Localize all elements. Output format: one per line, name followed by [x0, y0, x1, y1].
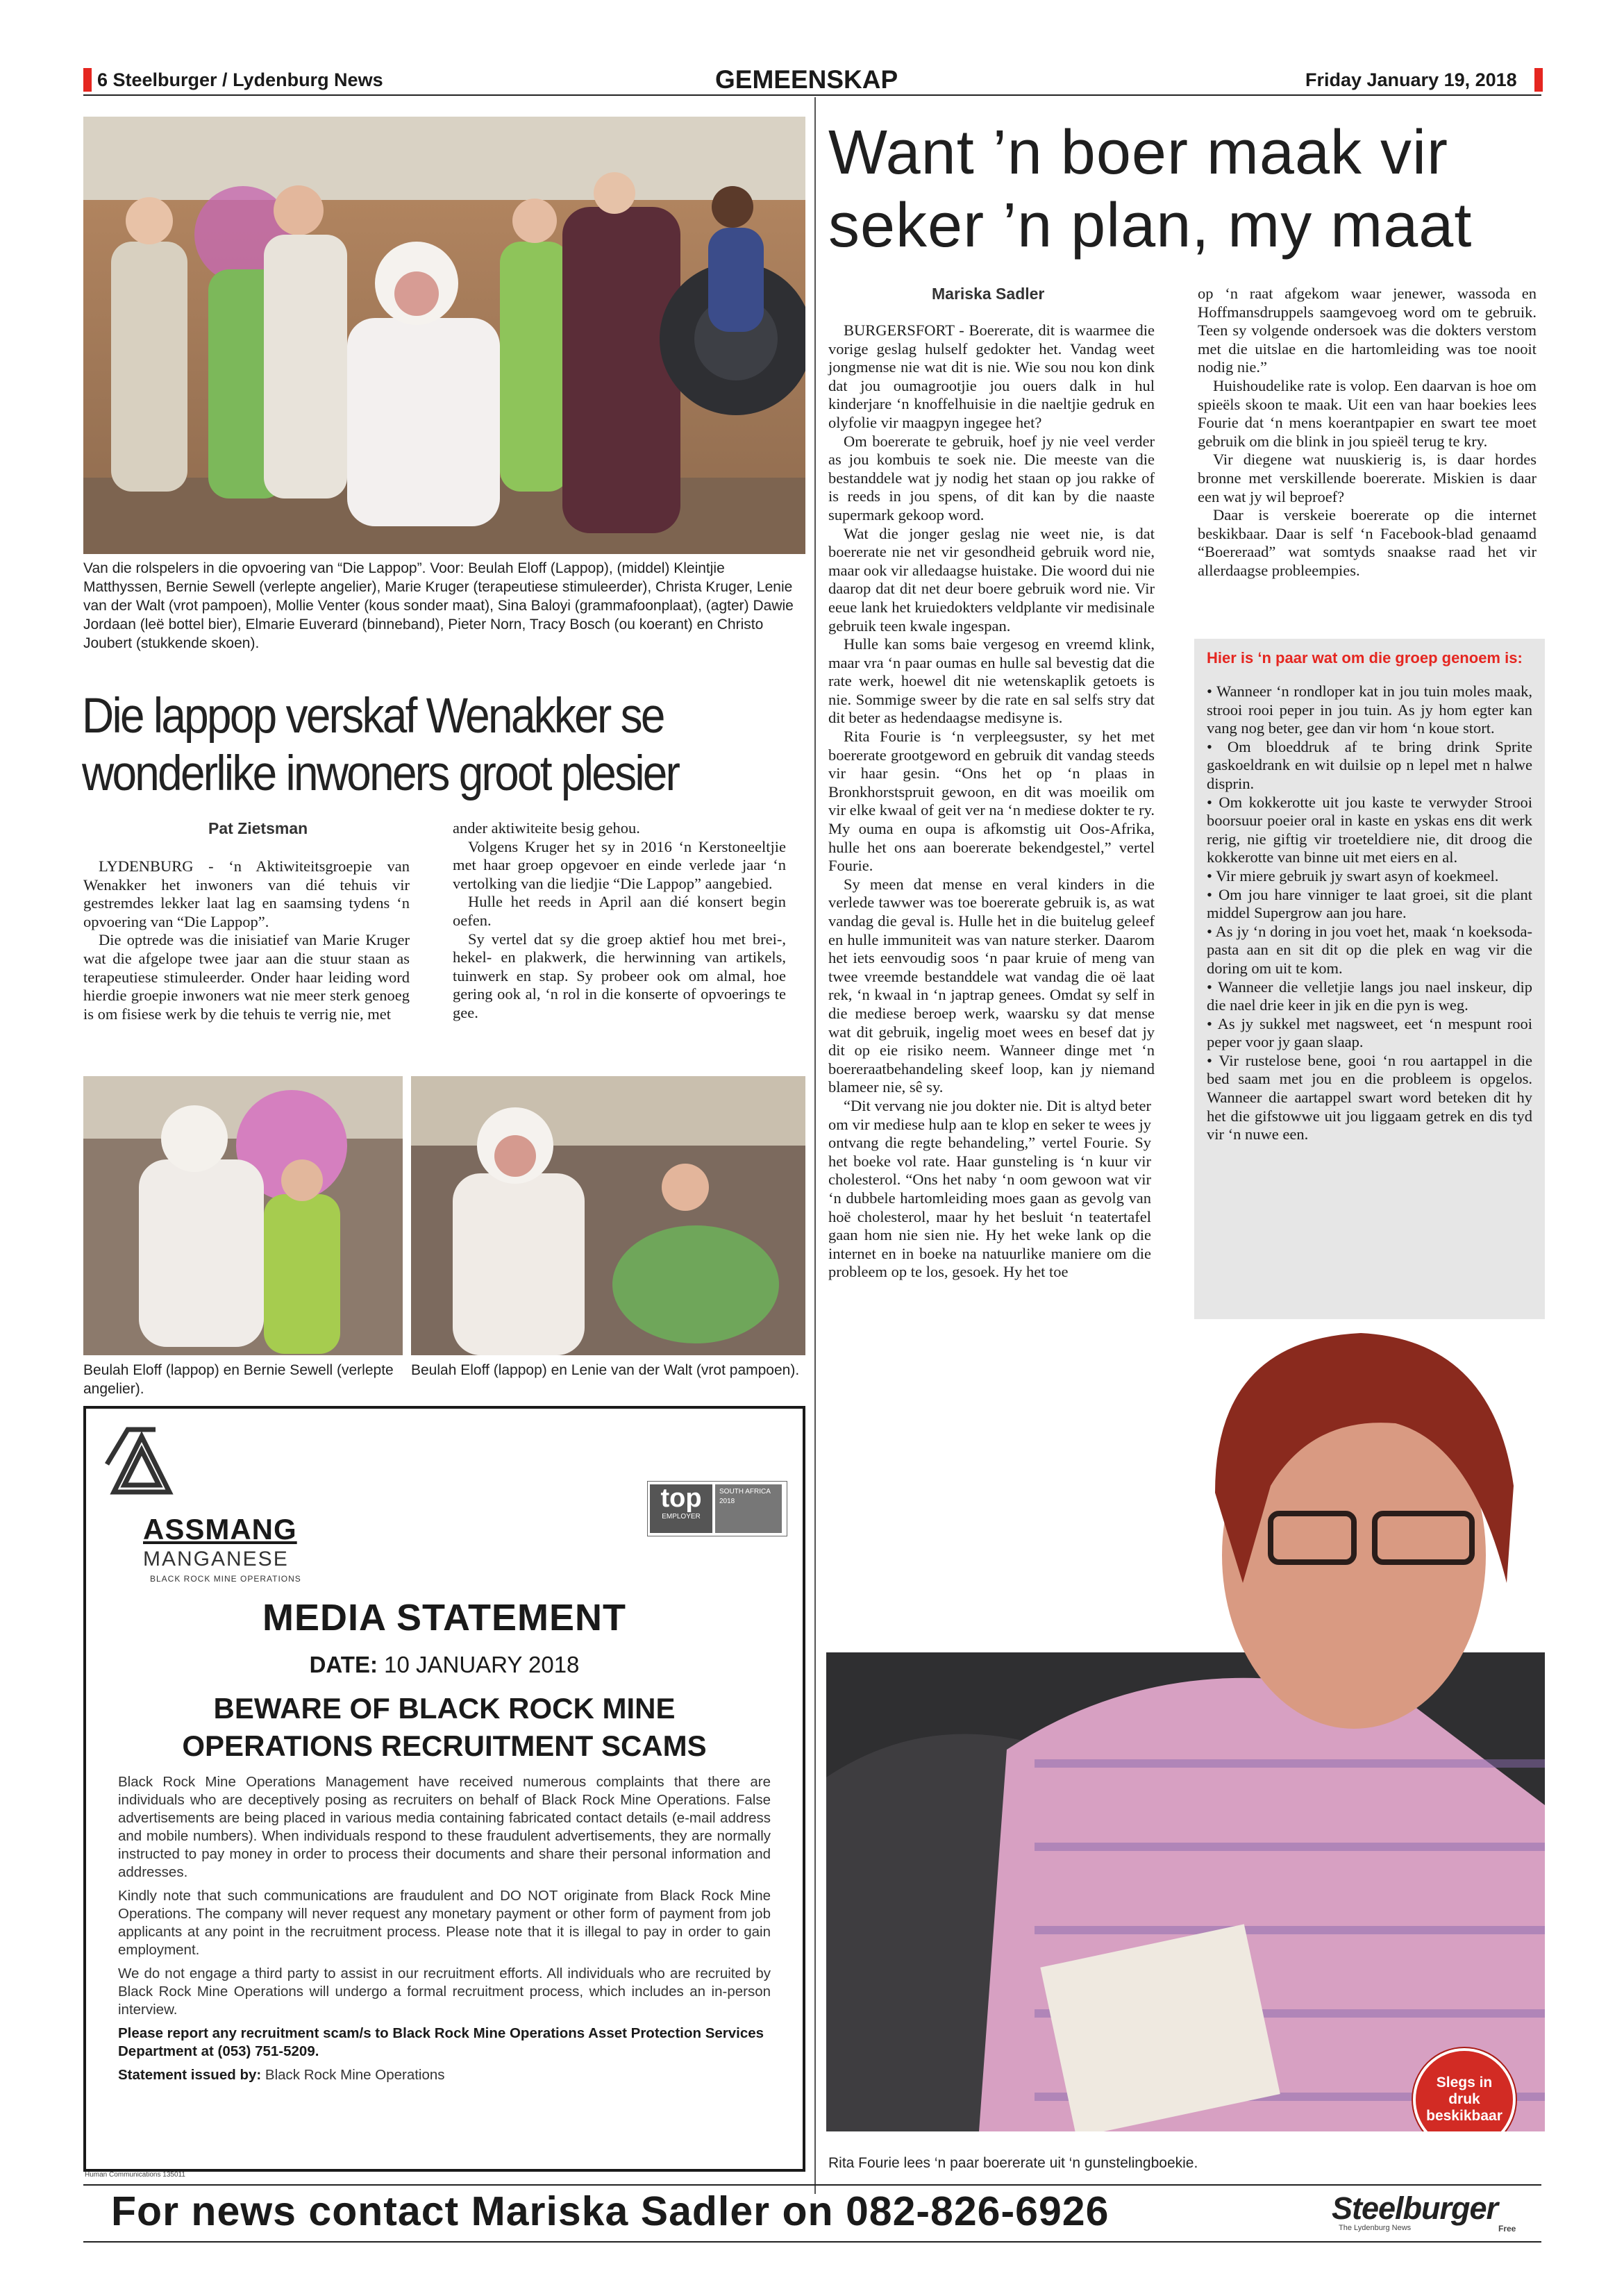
- photo-lappop-lenie-image: [411, 1076, 805, 1355]
- badge-line2: druk: [1448, 2091, 1480, 2107]
- rita-fourie-image: [826, 1319, 1545, 2131]
- tip-item: • Om kokkerotte uit jou kaste te verwyder Strooi boorsuur poeier oral in kaste en yskas ens dit werk rerig, nie giftig vir troeteldiere nie, dit droog die kokkerotte van binne uit met eiers en al.: [1207, 793, 1532, 866]
- footer-rule-top: [83, 2184, 1541, 2186]
- tip-item: • Om bloeddruk af te bring drink Sprite gaskoeldrank en wit duilsie op n lepel met n halwe disprin.: [1207, 737, 1532, 792]
- ad-subtitle: [86, 1690, 803, 1765]
- photo-caption-right: Beulah Eloff (lappop) en Lenie van der Walt (vrot pampoen).: [411, 1362, 800, 1378]
- story2-paragraph: Wat die jonger geslag nie weet nie, is dat boererate nie net vir gesondheid gebruik word nie, maar ook vir alledaagse huistake. Die woord dui nie daarop dat dit net deur boere gebruik word nie. Vir eeue lank het kruiedokters veldplante vir medisinale gebruik teen kwale ingespan.: [828, 524, 1155, 635]
- ad-date-value: 10 JANUARY 2018: [384, 1652, 580, 1677]
- story1-byline: Pat Zietsman: [208, 819, 308, 837]
- steelburger-logo-free: Free: [1498, 2224, 1516, 2234]
- steelburger-logo-sub: The Lydenburg News: [1339, 2224, 1412, 2232]
- story2-paragraph: Rita Fourie is ‘n verpleegsuster, sy het met boererate grootgeword en gebruik dit vandag steeds vir haar gesin. “Ons het op ‘n plaas in Bronkhorstspruit gewoon, en dit was moeilik om vir elke kwaal of geit ver na ‘n mediese dokter te ry. My ouma en oupa is afkomstig uit Oos-Afrika, hulle het ons aan boererate bekendgestel,” vertel Fourie.: [828, 728, 1155, 875]
- photo-lappop-bernie-image: [83, 1076, 403, 1355]
- top-employer-badge: [647, 1481, 787, 1536]
- rita-fourie-photo: [826, 1319, 1545, 2131]
- ad-subtitle-line2: OPERATIONS RECRUITMENT SCAMS: [182, 1729, 707, 1762]
- story2-paragraph: Hulle kan soms baie vergesog en vreemd klink, maar vra ‘n paar oumas en hulle sal bevestig dat die rate werk, hoewel dit nie wetenskaplik getoets is nie. Sommige sweer by die rate en sal selfs stry dat dit beter as hedendaagse medisyne is.: [828, 635, 1155, 727]
- issue-date: Friday January 19, 2018: [1305, 69, 1517, 90]
- story2-paragraph: Daar is verskeie boererate op die internet beskikbaar. Daar is self ‘n Facebook-blad genaamd “Boereraad” wat somtyds snaakse raad het vir allerdaagse probleempies.: [1198, 506, 1537, 579]
- story2-paragraph: Sy meen dat mense en veral kinders in die verlede tawwer was toe boererate gebruik is, as wat vandag die geval is. Hulle het in die buitelug geleef en hulle immuniteit was van nature sterker. Daarom het iets eenvoudig soos ‘n paar kruie of meng van twee vreemde bestanddele wat vandag die oë laat rek, ‘n kwaal in ‘n japtrap genees. Omdat sy self in die mediese beroep werk, waarsku sy dat mense wat dit gebruik, ingelig moet wees en besef dat jy dit op eie risiko neem. Wanneer dinge met ‘n boereraatbehandeling skeef loop, kan jy niemand blameer nie, sê sy.: [828, 875, 1155, 1096]
- story1-paragraph: Volgens Kruger het sy in 2016 ‘n Kerstoneeltjie met haar groep opgevoer en einde verlede jaar ‘n vertolking van die liedjie “Die Lappop” aangebied.: [453, 837, 786, 892]
- tips-list: [1207, 682, 1532, 1144]
- ad-paragraph-2: Kindly note that such communications are fraudulent and DO NOT originate from Black Rock Mine Operations. The company will never request any monetary payment or other form of payment from job applicants at any point in the recruitment process. Please note that it is illegal to pay in order to gain employment.: [118, 1888, 771, 1958]
- story1-column-1: [83, 857, 410, 1023]
- group-photo-image: [83, 117, 805, 554]
- story2-paragraph: Vir diegene wat nuuskierig is, is daar hordes bronne met verskillende boererate. Miskien is daar een wat jy wil beproef?: [1198, 451, 1537, 505]
- ad-subtitle-line1: BEWARE OF BLACK ROCK MINE: [213, 1692, 676, 1725]
- media-statement-ad: [83, 1406, 805, 2172]
- column-divider: [814, 97, 816, 2194]
- story2-paragraph: “Dit vervang nie jou dokter nie. Dit is altyd beter om vir mediese hulp aan te klop en seker te wees jy ontvang die regte behandeling,” vertel Fourie. Sy het boeke vol rate. Haar gunsteling is ‘n kuur vir cholesterol. “Ons het naby ‘n oom gewoon wat vir ‘n dubbele hartomleiding moes gaan as gevolg van hoë cholesterol, maar hy het besluit ‘n teatertafel gaan hom nie sien nie. Hy het weke lank op die internet en in boeke na natuurlike maniere om die probleem op te los, gesoek. Hy het toe: [828, 1096, 1151, 1281]
- tip-item: • Wanneer die velletjie langs jou nael inskeur, dip die nael drie keer in jik en die pyn is weg.: [1207, 978, 1532, 1014]
- page-folio: 6 Steelburger / Lydenburg News: [97, 69, 383, 90]
- story1-paragraph: LYDENBURG - ‘n Aktiwiteitsgroepie van Wenakker het inwoners van dié tehuis vir gestremdes lekker laat lag en saamsing tydens ‘n opvoering van “Die Lappop”.: [83, 857, 410, 930]
- ad-paragraph-1: Black Rock Mine Operations Management have received numerous complaints that there are individuals who are deceptively posing as recruiters on behalf of Black Rock Mine Operations. False advertisements are being placed in various media containing fabricated contact details (e-mail address and mobile numbers). When individuals respond to these fraudulent advertisements, they are normally instructed to pay money in order to process their documents and share their personal information and addresses.: [118, 1774, 771, 1880]
- tip-item: • Wanneer ‘n rondloper kat in jou tuin moles maak, strooi rooi peper in jou tuin. As jy hom egter kan vang nog beter, gee dan vir hom ‘n koue stort.: [1207, 682, 1532, 737]
- photo-caption-left: Beulah Eloff (lappop) en Bernie Sewell (verlepte angelier).: [83, 1362, 394, 1397]
- story2-headline-line2: seker ’n plan, my maat: [828, 191, 1473, 260]
- steelburger-logo: [1332, 2190, 1533, 2239]
- section-title: GEMEENSKAP: [715, 65, 898, 94]
- story2-byline: Mariska Sadler: [932, 285, 1045, 303]
- story2-headline: [828, 117, 1550, 262]
- story2-column-2: [1198, 285, 1537, 580]
- header-right-bar: [1534, 68, 1543, 92]
- rita-photo-caption: Rita Fourie lees ‘n paar boererate uit ‘n gunstelingboekie.: [828, 2155, 1198, 2171]
- story2-column-1: [828, 321, 1155, 1282]
- top-employer-year: 2018: [719, 1498, 735, 1505]
- ad-title: MEDIA STATEMENT: [262, 1597, 626, 1639]
- tip-item: • As jy ‘n doring in jou voet het, maak ‘n koeksoda-pasta aan en sit dit op die plek en wag vir die doring om uit te kom.: [1207, 922, 1532, 977]
- story1-headline-line1: Die lappop verskaf Wenakker se: [82, 689, 664, 744]
- ad-issued-value: Black Rock Mine Operations: [265, 2067, 445, 2083]
- footer-rule-bottom: [83, 2241, 1541, 2243]
- ad-issued-by: [118, 2066, 771, 2084]
- ad-paragraph-3: We do not engage a third party to assist in our recruitment efforts. All individuals who are recruited by Black Rock Mine Operations will undergo a formal recruitment process, which includes an in-person interview.: [118, 1966, 771, 2018]
- badge-line1: Slegs in: [1436, 2075, 1493, 2090]
- assmang-sub2: BLACK ROCK MINE OPERATIONS: [150, 1574, 301, 1584]
- tip-item: • As jy sukkel met nagsweet, eet ‘n mespunt rooi peper voor jy gaan slaap.: [1207, 1014, 1532, 1051]
- story1-headline: [82, 687, 738, 803]
- impossible-triangle-logo: [100, 1423, 183, 1506]
- ad-body: [118, 1773, 771, 2090]
- story2-paragraph: Huishoudelike rate is volop. Een daarvan is hoe om spieëls skoon te maak. Uit een van haar boekies lees Fourie dat ‘n mens koerantpapier en swart tee moet gebruik om die blink in jou spieël terug te kry.: [1198, 376, 1537, 450]
- top-employer-label: EMPLOYER: [662, 1513, 701, 1520]
- tip-item: • Vir rustelose bene, gooi ‘n rou aartappel in die bed saam met jou en die probleem is opgelos. Wanneer die aartappel swart word beteken dit hy het die gifstowwe uit jou liggaam getrek en dis tyd vir ‘n nuwe een.: [1207, 1051, 1532, 1143]
- header-rule: [83, 94, 1541, 96]
- story1-column-2: [453, 819, 786, 1023]
- group-photo: [83, 117, 805, 554]
- ad-paragraph-4: Please report any recruitment scam/s to Black Rock Mine Operations Asset Protection Services Department at (053) 751-5209.: [118, 2025, 764, 2059]
- assmang-logo: ASSMANG: [143, 1513, 297, 1545]
- assmang-sub: MANGANESE: [143, 1548, 289, 1570]
- steelburger-logo-text: Steelburger: [1332, 2190, 1498, 2226]
- ad-issued-label: Statement issued by:: [118, 2067, 262, 2083]
- ad-date-label: DATE:: [309, 1652, 378, 1677]
- story2-paragraph: Om boererate te gebruik, hoef jy nie veel verder as jou kombuis te soek nie. Die meeste van die bestanddele wat jy nodig het staan op jou rakke of is reeds in jou spens, of dit kan by die naaste supermark gekoop word.: [828, 432, 1155, 523]
- story2-headline-line1: Want ’n boer maak vir: [828, 118, 1448, 187]
- story2-paragraph: op ‘n raat afgekom waar jenewer, wassoda en Hoffmansdruppels saamgevoeg word om te gebruik. Teen sy volgende ondersoek was die dokters verstom met die uitslae en die hartomleiding was toe nooit nodig nie.”: [1198, 285, 1537, 376]
- story2-paragraph: BURGERSFORT - Boererate, dit is waarmee die vorige geslag hulself gedokter het. Vandag weet jongmense nie wat dit is nie. Wie sou nou kon dink dat jou oumagrootjie jou ouers dalk in hul kinderjare ‘n knoffelhuisie in die naeltjie gedruk en olyfolie vir maagpyn ingegee het?: [828, 321, 1155, 431]
- story1-paragraph: Die optrede was die inisiatief van Marie Kruger wat die afgelope twee jaar aan die stuur staan as terapeutiese stimuleerder. Onder haar leiding word hierdie groepie inwoners wat nie meer sterk genoeg is om fisiese werk by die tehuis te verrig nie, met: [83, 931, 410, 1023]
- story1-paragraph: Sy vertel dat sy die groep aktief hou met brei-, hekel- en plakwerk, die herwinning van artikels, tuinwerk en stap. Sy probeer ook om almal, hoe gering ook al, ‘n rol in die konserte of opvoerings te gee.: [453, 930, 786, 1021]
- ad-agency-code: Human Communications 135011: [85, 2171, 185, 2179]
- top-employer-region: SOUTH AFRICA: [719, 1488, 771, 1495]
- badge-line3: beskikbaar: [1426, 2108, 1502, 2124]
- tips-sidebar: [1194, 639, 1545, 1326]
- story1-headline-line2: wonderlike inwoners groot plesier: [82, 746, 679, 801]
- tip-item: • Vir miere gebruik jy swart asyn of koekmeel.: [1207, 866, 1499, 885]
- footer-contact: For news contact Mariska Sadler on 082-826-6926: [111, 2188, 1110, 2234]
- header-left-bar: [83, 68, 92, 92]
- photo-lappop-bernie: [83, 1076, 403, 1355]
- story1-paragraph: ander aktiwiteite besig gehou.: [453, 819, 640, 837]
- top-employer-word: top: [660, 1484, 702, 1513]
- tips-sidebar-heading: Hier is ‘n paar wat om die groep genoem is:: [1207, 649, 1523, 667]
- ad-date: [86, 1652, 803, 1678]
- photo-lappop-lenie: [411, 1076, 805, 1355]
- group-photo-caption: Van die rolspelers in die opvoering van “Die Lappop”. Voor: Beulah Eloff (Lappop), (middel) Kleintjie Matthyssen, Bernie Sewell (verlepte angelier), Marie Kruger (terapeutiese stimuleerder), Christa Kruger, Lenie van der Walt (vrot pampoen), Mollie Venter (kous sonder maat), Sina Baloyi (grammafoonplaat), (agter) Dawie Jordaan (leë bottel bier), Elmarie Euverard (binneband), Pieter Norn, Tracy Bosch (ou koerant) en Christo Joubert (stukkende skoen).: [83, 560, 794, 651]
- tip-item: • Om jou hare vinniger te laat groei, sit die plant middel Supergrow aan jou hare.: [1207, 885, 1532, 922]
- story1-paragraph: Hulle het reeds in April aan dié konsert begin oefen.: [453, 893, 786, 929]
